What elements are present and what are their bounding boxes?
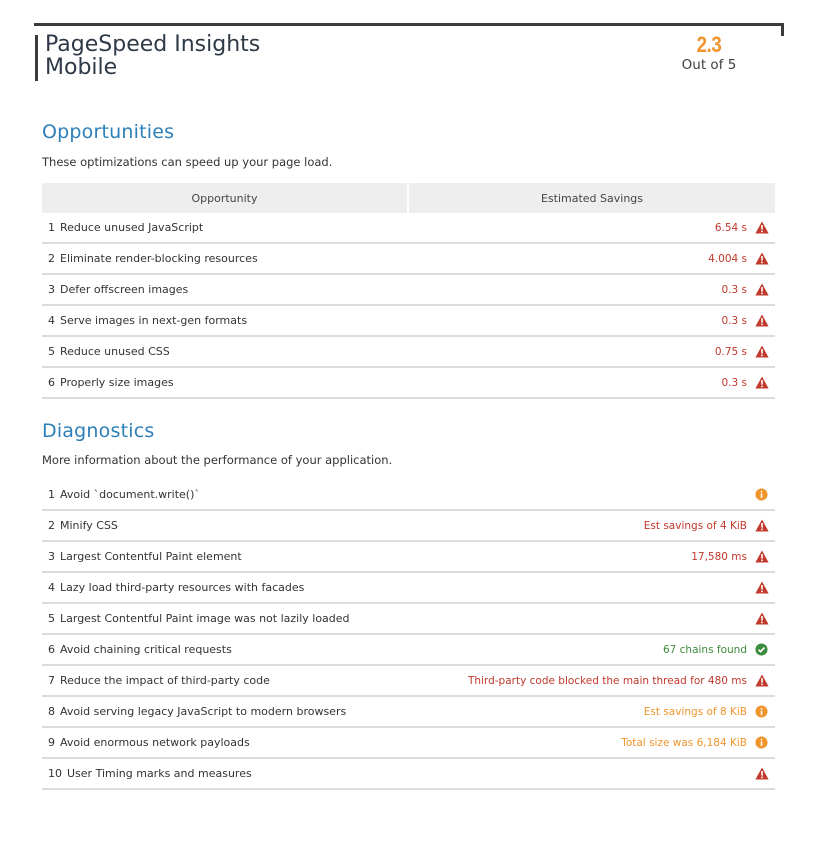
row-number: 5 [48,612,55,625]
row-value: 67 chains found [662,643,747,656]
row-label [42,376,174,389]
diagnostic-row [42,480,775,511]
row-title: Reduce unused CSS [60,345,170,358]
info-circle-icon [755,488,769,501]
top-border [34,23,784,26]
row-label [42,283,188,296]
row-result [715,221,775,234]
row-result [663,643,775,656]
score-block [670,33,748,73]
row-label [42,345,170,358]
row-number: 2 [48,252,55,265]
row-result [468,674,775,687]
warning-triangle-icon [755,519,769,532]
opportunities-table-header [42,183,775,213]
diagnostic-row [42,604,775,635]
row-result [691,550,775,563]
row-number: 1 [48,488,55,501]
row-label [42,612,350,625]
row-title: Reduce unused JavaScript [60,221,204,234]
column-header-estimated-savings: Estimated Savings [409,183,775,213]
report-title [45,33,260,79]
report-title-line2: Mobile [45,55,118,80]
diagnostic-row [42,697,775,728]
row-title: Eliminate render-blocking resources [60,252,258,265]
row-value: 0.75 s [714,345,747,358]
row-result [644,519,775,532]
row-title: Minify CSS [60,519,118,532]
row-value: Third-party code blocked the main thread for 480 ms [467,674,747,687]
row-number: 9 [48,736,55,749]
row-title: Avoid `document.write()` [60,488,200,501]
diagnostic-row [42,728,775,759]
row-result [721,283,775,296]
row-value: Est savings of 8 KiB [643,705,747,718]
row-title: Properly size images [60,376,174,389]
opportunity-row [42,244,775,275]
warning-triangle-icon [755,767,769,780]
row-title: Avoid serving legacy JavaScript to modern browsers [60,705,347,718]
row-number: 6 [48,643,55,656]
row-label [42,252,258,265]
info-circle-icon [755,736,769,749]
row-number: 8 [48,705,55,718]
row-label [42,643,232,656]
diagnostic-row [42,759,775,790]
row-label [42,550,242,563]
warning-triangle-icon [755,612,769,625]
check-circle-icon [755,643,769,656]
diagnostics-title: Diagnostics [42,420,155,442]
diagnostics-description: More information about the performance of your application. [42,453,393,467]
warning-triangle-icon [755,314,769,327]
row-value: 4.004 s [708,252,747,265]
diagnostic-row [42,666,775,697]
opportunity-row [42,306,775,337]
row-title: User Timing marks and measures [67,767,252,780]
row-result [747,612,775,625]
row-result [747,488,775,501]
row-result [721,376,775,389]
row-label [42,488,200,501]
row-label [42,674,270,687]
row-result [715,345,775,358]
row-value: 0.3 s [721,376,747,389]
row-result [747,581,775,594]
top-border-tick [781,23,784,36]
opportunity-row [42,337,775,368]
row-title: Reduce the impact of third-party code [60,674,270,687]
diagnostics-table [42,480,775,790]
row-number: 10 [48,767,62,780]
row-title: Lazy load third-party resources with facades [60,581,305,594]
row-number: 7 [48,674,55,687]
row-number: 3 [48,550,55,563]
row-value: 6.54 s [714,221,747,234]
opportunities-table [42,183,775,399]
warning-triangle-icon [755,674,769,687]
score-subtitle: Out of 5 [681,57,737,73]
row-result [721,314,775,327]
diagnostic-row [42,573,775,604]
row-label [42,581,304,594]
row-value: Est savings of 4 KiB [643,519,747,532]
report-title-line1: PageSpeed Insights [45,32,261,57]
header-accent-bar [35,35,38,81]
row-number: 5 [48,345,55,358]
row-label [42,767,252,780]
row-label [42,314,247,327]
row-value: 17,580 ms [691,550,747,563]
diagnostic-row [42,511,775,542]
row-result [747,767,775,780]
row-number: 4 [48,314,55,327]
opportunity-row [42,213,775,244]
warning-triangle-icon [755,221,769,234]
score-value: 2.3 [696,32,722,57]
opportunities-title: Opportunities [42,121,175,143]
warning-triangle-icon [755,376,769,389]
row-title: Defer offscreen images [60,283,189,296]
row-label [42,736,250,749]
diagnostic-row [42,542,775,573]
warning-triangle-icon [755,252,769,265]
opportunities-description: These optimizations can speed up your page load. [42,155,333,169]
diagnostic-row [42,635,775,666]
row-value: Total size was 6,184 KiB [621,736,747,749]
row-title: Largest Contentful Paint image was not lazily loaded [60,612,350,625]
warning-triangle-icon [755,581,769,594]
row-number: 4 [48,581,55,594]
row-result [644,705,775,718]
row-label [42,705,346,718]
info-circle-icon [755,705,769,718]
row-title: Serve images in next-gen formats [60,314,248,327]
warning-triangle-icon [755,283,769,296]
row-result [621,736,775,749]
row-title: Largest Contentful Paint element [60,550,242,563]
row-number: 6 [48,376,55,389]
row-label [42,221,203,234]
row-number: 1 [48,221,55,234]
row-value: 0.3 s [721,314,747,327]
row-result [708,252,775,265]
row-title: Avoid chaining critical requests [60,643,232,656]
warning-triangle-icon [755,550,769,563]
warning-triangle-icon [755,345,769,358]
row-number: 2 [48,519,55,532]
row-value: 0.3 s [721,283,747,296]
row-title: Avoid enormous network payloads [60,736,250,749]
column-header-opportunity: Opportunity [42,183,407,213]
row-number: 3 [48,283,55,296]
row-label [42,519,118,532]
opportunity-row [42,275,775,306]
opportunity-row [42,368,775,399]
